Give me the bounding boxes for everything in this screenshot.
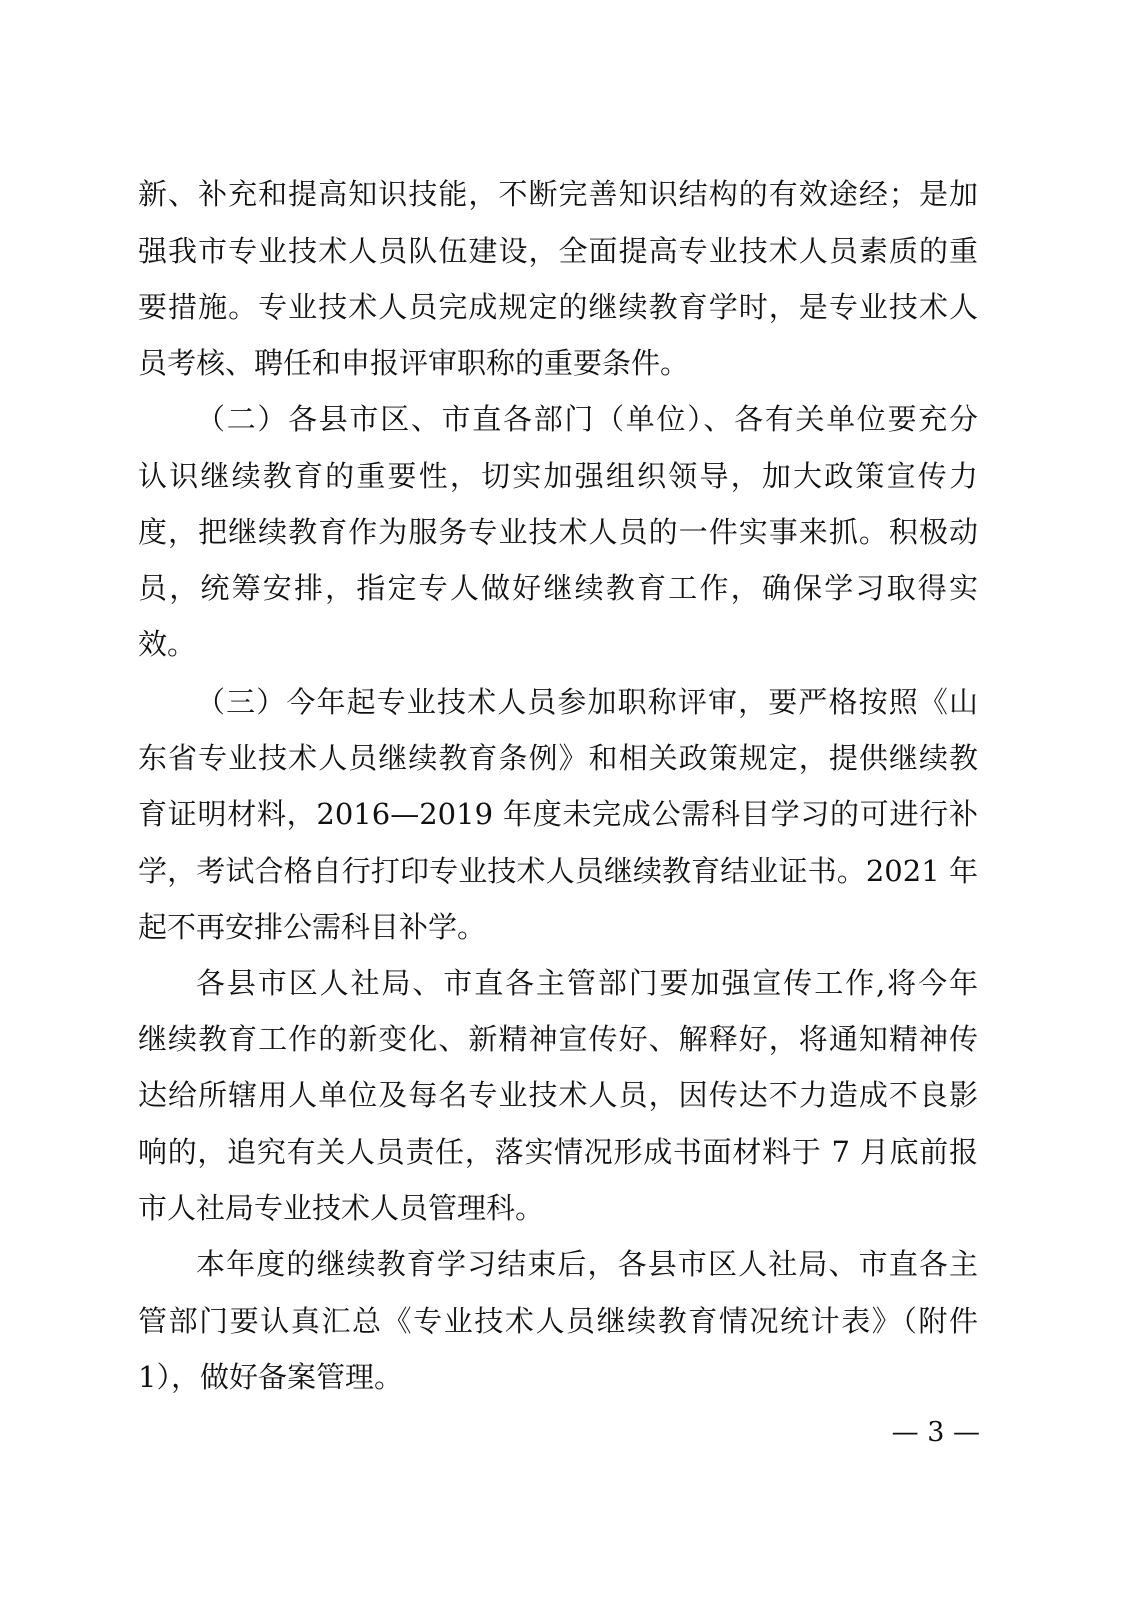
body-text-line: 市人社局专业技术人员管理科。: [138, 1191, 545, 1225]
body-text-line: 新、补充和提高知识技能，不断完善知识结构的有效途经；是加: [138, 177, 978, 211]
body-text-line: 本年度的继续教育学习结束后，各县市区人社局、市直各主: [196, 1247, 978, 1281]
body-text-line: 员考核、聘任和申报评审职称的重要条件。: [138, 346, 690, 380]
body-text-line: （二）各县市区、市直各部门（单位）、各有关单位要充分: [196, 402, 978, 436]
body-text-line: （三）今年起专业技术人员参加职称评审，要严格按照《山: [196, 685, 978, 719]
body-text-line: 起不再安排公需科目补学。: [138, 910, 487, 944]
body-text-line: 继续教育工作的新变化、新精神宣传好、解释好，将通知精神传: [138, 1022, 978, 1056]
body-text-line: 认识继续教育的重要性，切实加强组织领导，加大政策宣传力: [138, 459, 978, 493]
body-text-line: 效。: [138, 627, 197, 661]
body-text-line: 要措施。专业技术人员完成规定的继续教育学时，是专业技术人: [138, 290, 978, 324]
body-text-line: 员，统筹安排，指定专人做好继续教育工作，确保学习取得实: [138, 571, 978, 605]
body-text-line: 育证明材料，2016—2019 年度未完成公需科目学习的可进行补: [138, 797, 978, 831]
page-number: — 3 —: [891, 1417, 980, 1448]
body-text-line: 达给所辖用人单位及每名专业技术人员，因传达不力造成不良影: [138, 1078, 978, 1112]
body-text-line: 管部门要认真汇总《专业技术人员继续教育情况统计表》（附件: [138, 1304, 978, 1338]
body-text-line: 度，把继续教育作为服务专业技术人员的一件实事来抓。积极动: [138, 515, 978, 549]
body-text-line: 1），做好备案管理。: [138, 1360, 403, 1394]
body-text-line: 响的，追究有关人员责任，落实情况形成书面材料于 7 月底前报: [138, 1135, 978, 1169]
body-text-line: 强我市专业技术人员队伍建设，全面提高专业技术人员素质的重: [138, 234, 978, 268]
body-text-line: 东省专业技术人员继续教育条例》和相关政策规定，提供继续教: [138, 741, 978, 775]
body-text-line: 学，考试合格自行打印专业技术人员继续教育结业证书。2021 年: [138, 854, 978, 888]
body-text-line: 各县市区人社局、市直各主管部门要加强宣传工作,将今年: [196, 966, 978, 1000]
